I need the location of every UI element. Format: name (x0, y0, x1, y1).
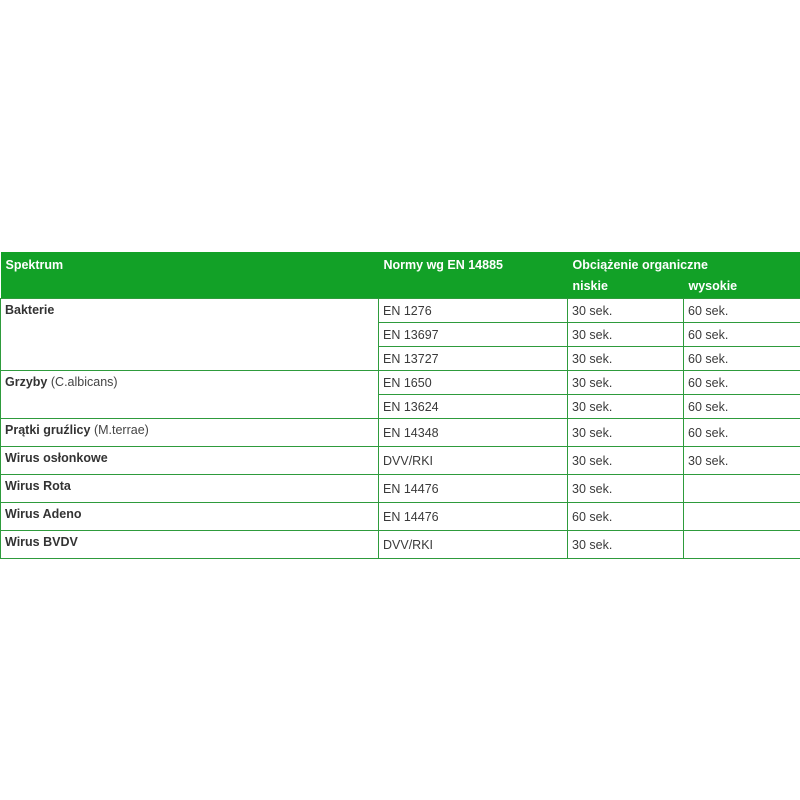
spectrum-cell (1, 299, 379, 371)
spectrum-latin-name: (C.albicans) (50, 375, 118, 389)
high-load-time-cell: 60 sek. (684, 299, 800, 323)
header-norms: Normy wg EN 14885 (379, 252, 568, 299)
norm-cell: EN 13727 (379, 347, 568, 371)
spectrum-name: Wirus osłonkowe (5, 451, 108, 465)
spectrum-cell (1, 447, 379, 475)
norm-cell: EN 14348 (379, 419, 568, 447)
table-row (1, 371, 800, 395)
table-row (1, 503, 800, 531)
header-low: niskie (568, 276, 684, 299)
spectrum-table-container (0, 252, 800, 559)
high-load-time-cell (684, 503, 800, 531)
low-load-time-cell: 30 sek. (568, 447, 684, 475)
header-organic-load: Obciążenie organiczne (568, 252, 800, 276)
low-load-time-cell: 30 sek. (568, 299, 684, 323)
norm-cell: EN 1650 (379, 371, 568, 395)
low-load-time-cell: 30 sek. (568, 323, 684, 347)
spectrum-name: Bakterie (5, 303, 55, 317)
low-load-time-cell: 30 sek. (568, 531, 684, 559)
norm-cell: EN 13624 (379, 395, 568, 419)
table-row (1, 299, 800, 323)
spectrum-cell (1, 475, 379, 503)
low-load-time-cell: 30 sek. (568, 371, 684, 395)
low-load-time-cell: 30 sek. (568, 395, 684, 419)
spectrum-cell (1, 371, 379, 419)
spectrum-name: Grzyby (5, 375, 48, 389)
high-load-time-cell (684, 475, 800, 503)
table-row (1, 531, 800, 559)
table-row (1, 475, 800, 503)
norm-cell: DVV/RKI (379, 447, 568, 475)
high-load-time-cell: 60 sek. (684, 395, 800, 419)
table-row (1, 419, 800, 447)
spectrum-cell (1, 531, 379, 559)
table-row (1, 447, 800, 475)
table-header (1, 252, 800, 299)
high-load-time-cell: 60 sek. (684, 419, 800, 447)
spectrum-name: Wirus Adeno (5, 507, 82, 521)
spectrum-cell (1, 419, 379, 447)
high-load-time-cell: 30 sek. (684, 447, 800, 475)
high-load-time-cell: 60 sek. (684, 371, 800, 395)
high-load-time-cell: 60 sek. (684, 347, 800, 371)
table-body (1, 299, 800, 559)
spectrum-table (0, 252, 800, 559)
low-load-time-cell: 60 sek. (568, 503, 684, 531)
norm-cell: DVV/RKI (379, 531, 568, 559)
low-load-time-cell: 30 sek. (568, 347, 684, 371)
spectrum-latin-name: (M.terrae) (93, 423, 149, 437)
spectrum-name: Wirus BVDV (5, 535, 78, 549)
low-load-time-cell: 30 sek. (568, 419, 684, 447)
norm-cell: EN 13697 (379, 323, 568, 347)
norm-cell: EN 1276 (379, 299, 568, 323)
spectrum-name: Wirus Rota (5, 479, 71, 493)
high-load-time-cell (684, 531, 800, 559)
header-high: wysokie (684, 276, 800, 299)
header-spectrum: Spektrum (1, 252, 379, 299)
norm-cell: EN 14476 (379, 503, 568, 531)
spectrum-cell (1, 503, 379, 531)
high-load-time-cell: 60 sek. (684, 323, 800, 347)
low-load-time-cell: 30 sek. (568, 475, 684, 503)
spectrum-name: Prątki gruźlicy (5, 423, 91, 437)
norm-cell: EN 14476 (379, 475, 568, 503)
